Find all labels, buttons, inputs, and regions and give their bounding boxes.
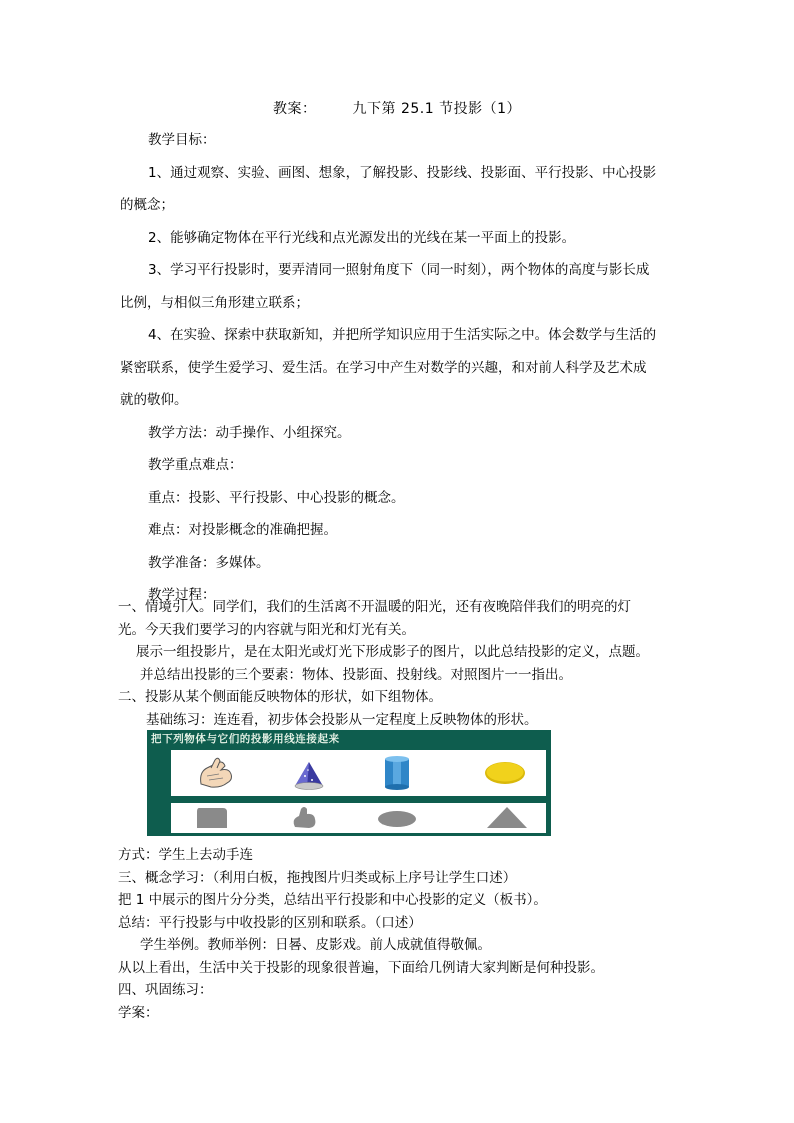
section-1-elements: 并总结出投影的三个要素：物体、投影面、投射线。对照图片一一指出。 bbox=[140, 666, 572, 683]
title-lesson: 九下第 25.1 节投影（1） bbox=[352, 101, 521, 117]
section-2-heading: 二、投影从某个侧面能反映物体的形状，如下组物体。 bbox=[118, 689, 442, 705]
process-heading: 教学过程： bbox=[148, 587, 216, 603]
title-label: 教案： bbox=[273, 101, 317, 117]
shadows-row bbox=[171, 803, 546, 833]
key-point: 重点：投影、平行投影、中心投影的概念。 bbox=[148, 489, 405, 506]
conclusion: 从以上看出，生活中关于投影的现象很普遍，下面给几例请大家判断是何种投影。 bbox=[118, 959, 604, 976]
triangle-shadow-icon bbox=[487, 807, 527, 828]
section-3-classify: 把 1 中展示的图片分分类，总结出平行投影和中心投影的定义（板书）。 bbox=[118, 892, 547, 908]
examples: 学生举例。教师举例：日晷、皮影戏。前人成就值得敬佩。 bbox=[140, 937, 491, 953]
objects-row bbox=[171, 750, 546, 796]
teaching-method: 教学方法：动手操作、小组探究。 bbox=[148, 424, 351, 441]
section-1-intro: 一、情境引入。同学们，我们的生活离不开温暖的阳光，还有夜晚陪伴我们的明亮的灯 bbox=[118, 599, 631, 615]
section-1-slides: 展示一组投影片，是在太阳光或灯光下形成影子的图片，以此总结投影的定义，点题。 bbox=[136, 644, 649, 660]
process-section-1 bbox=[118, 596, 678, 731]
section-1-intro-cont: 光。今天我们要学习的内容就与阳光和灯光有关。 bbox=[118, 621, 415, 638]
hand-shadow-icon bbox=[294, 807, 316, 828]
key-points-heading: 教学重点难点： bbox=[148, 457, 243, 473]
objective-4-cont: 紧密联系，使学生爱学习、爱生活。在学习中产生对数学的兴趣，和对前人科学及艺术成 bbox=[120, 359, 647, 376]
hand-gesture-icon bbox=[201, 758, 232, 787]
figure-caption: 把下列物体与它们的投影用线连接起来 bbox=[151, 733, 340, 745]
summary: 总结：平行投影与中收投影的区别和联系。（口述） bbox=[118, 914, 422, 931]
objective-2: 2、能够确定物体在平行光线和点光源发出的光线在某一平面上的投影。 bbox=[148, 229, 576, 246]
cone-icon bbox=[295, 762, 323, 790]
matching-exercise-figure bbox=[147, 730, 551, 836]
preparation: 教学准备：多媒体。 bbox=[148, 554, 270, 571]
difficulty: 难点：对投影概念的准确把握。 bbox=[148, 522, 337, 538]
yellow-disc-icon bbox=[485, 762, 525, 784]
way-note: 方式：学生上去动手连 bbox=[118, 847, 253, 863]
student-plan-label: 学案： bbox=[118, 1004, 159, 1021]
objectives-heading: 教学目标： bbox=[148, 132, 216, 148]
teaching-plan-body bbox=[120, 124, 678, 612]
process-section-3 bbox=[118, 844, 678, 1024]
square-shadow-icon bbox=[197, 808, 227, 828]
hexagonal-prism-icon bbox=[385, 756, 409, 790]
ellipse-shadow-icon bbox=[378, 811, 416, 827]
section-2-practice: 基础练习：连连看，初步体会投影从一定程度上反映物体的形状。 bbox=[146, 711, 538, 728]
objective-1: 1、通过观察、实验、画图、想象，了解投影、投影线、投影面、平行投影、中心投影 bbox=[148, 164, 657, 181]
objective-4: 4、在实验、探索中获取新知，并把所学知识应用于生活实际之中。体会数学与生活的 bbox=[148, 327, 657, 343]
objective-4-end: 就的敬仰。 bbox=[120, 392, 188, 408]
objective-3: 3、学习平行投影时，要弄清同一照射角度下（同一时刻），两个物体的高度与影长成 bbox=[148, 262, 650, 278]
objective-1-cont: 的概念； bbox=[120, 197, 174, 213]
section-3-heading: 三、概念学习：（利用白板，拖拽图片归类或标上序号让学生口述） bbox=[118, 869, 517, 886]
objective-3-cont: 比例，与相似三角形建立联系； bbox=[120, 294, 309, 311]
section-4-heading: 四、巩固练习： bbox=[118, 982, 213, 998]
document-title bbox=[0, 98, 794, 118]
